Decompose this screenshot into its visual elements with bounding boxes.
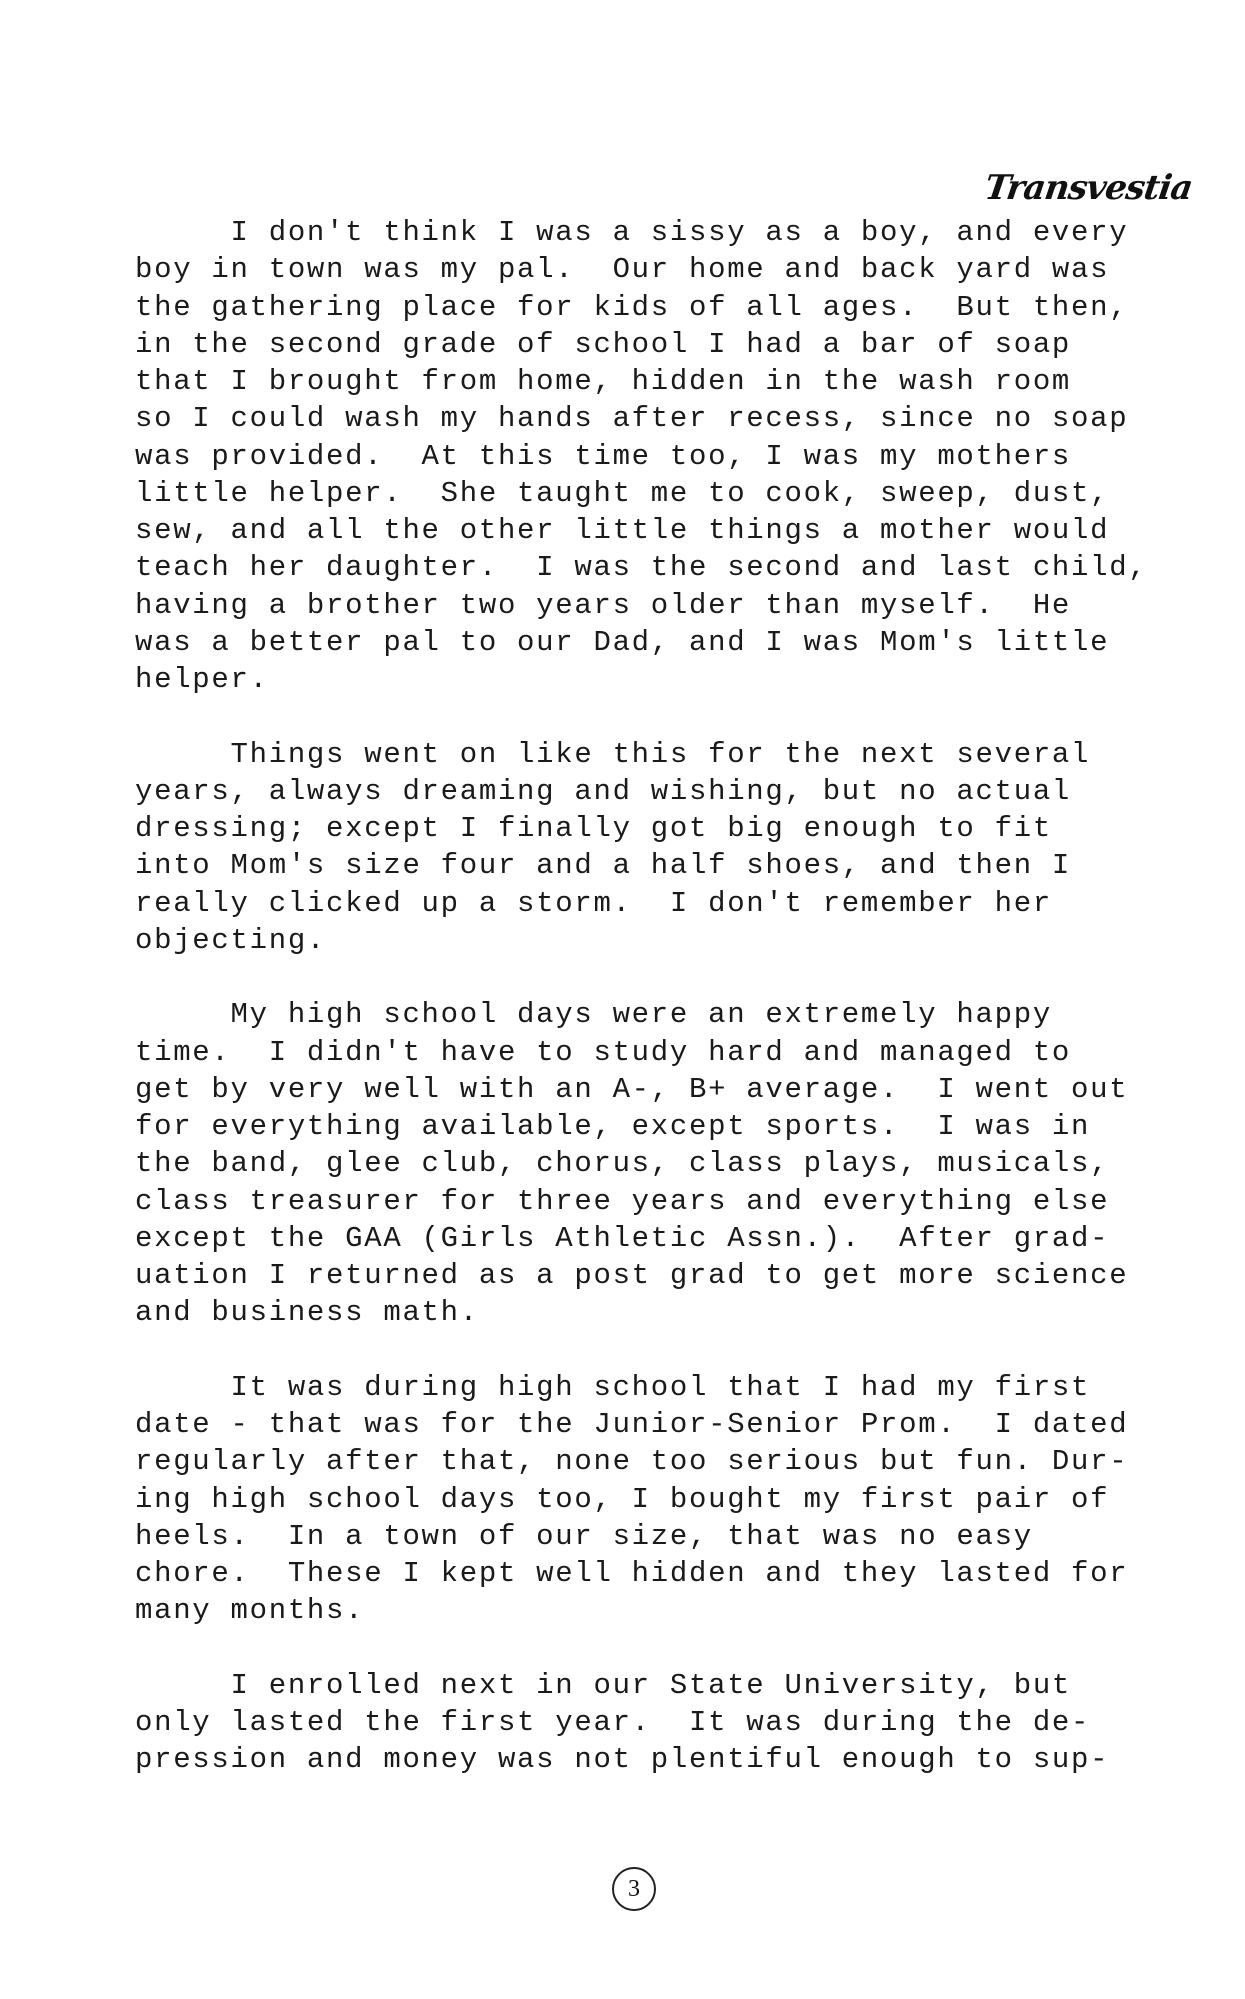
text-line: It was during high school that I had my first (135, 1370, 1091, 1404)
text-line: class treasurer for three years and everything else (135, 1184, 1110, 1218)
text-line: was provided. At this time too, I was my mothers (135, 439, 1072, 473)
text-line: helper. (135, 663, 269, 696)
text-line: objecting. (135, 923, 327, 957)
text-line: having a brother two years older than myself. He (135, 588, 1072, 622)
text-line (135, 1630, 1147, 1667)
text-line (135, 1332, 1147, 1369)
text-line: dressing; except I finally got big enough to fit (135, 812, 1052, 845)
text-line: was a better pal to our Dad, and I was Mom's little (135, 625, 1110, 659)
text-line: My high school days were an extremely happy (135, 998, 1052, 1032)
text-line: years, always dreaming and wishing, but no actual (135, 774, 1072, 808)
text-line: the gathering place for kids of all ages. But then, (135, 290, 1129, 324)
text-line: chore. These I kept well hidden and they lasted for (135, 1557, 1129, 1590)
text-line: sew, and all the other little things a mother would (135, 514, 1110, 547)
text-line: date - that was for the Junior-Senior Prom. I dated (135, 1408, 1129, 1441)
text-line: regularly after that, none too serious but fun. Dur- (135, 1445, 1129, 1479)
text-line: the band, glee club, chorus, class plays, musicals, (135, 1147, 1110, 1181)
text-line: I don't think I was a sissy as a boy, and every (135, 216, 1129, 249)
page-number: 3 (612, 1867, 656, 1911)
text-line: time. I didn't have to study hard and managed to (135, 1035, 1072, 1069)
text-line: in the second grade of school I had a bar of soap (135, 327, 1072, 361)
text-line: only lasted the first year. It was during the de- (135, 1706, 1091, 1739)
text-line: that I brought from home, hidden in the wash room (135, 365, 1072, 398)
text-line: teach her daughter. I was the second and last child, (135, 551, 1148, 585)
body-text (135, 214, 1147, 1779)
text-line: boy in town was my pal. Our home and back yard was (135, 253, 1110, 287)
text-line: I enrolled next in our State University, but (135, 1668, 1072, 1702)
text-line: uation I returned as a post grad to get more science (135, 1259, 1129, 1292)
magazine-logo: Transvestia (982, 168, 1195, 208)
text-line (135, 959, 1147, 996)
text-line: Things went on like this for the next several (135, 737, 1091, 771)
text-line: so I could wash my hands after recess, since no soap (135, 402, 1129, 436)
text-line: for everything available, except sports. I was in (135, 1110, 1091, 1143)
text-line: really clicked up a storm. I don't remember her (135, 886, 1052, 920)
text-line: and business math. (135, 1296, 479, 1330)
text-line: little helper. She taught me to cook, sweep, dust, (135, 476, 1110, 510)
text-line: heels. In a town of our size, that was no easy (135, 1519, 1033, 1553)
text-line: except the GAA (Girls Athletic Assn.). After grad- (135, 1221, 1110, 1255)
text-line: get by very well with an A-, B+ average. I went out (135, 1072, 1129, 1106)
text-line: into Mom's size four and a half shoes, and then I (135, 849, 1072, 883)
text-line: pression and money was not plentiful enough to sup- (135, 1743, 1110, 1777)
text-line (135, 698, 1147, 735)
text-line: many months. (135, 1594, 365, 1628)
text-line: ing high school days too, I bought my first pair of (135, 1482, 1110, 1516)
